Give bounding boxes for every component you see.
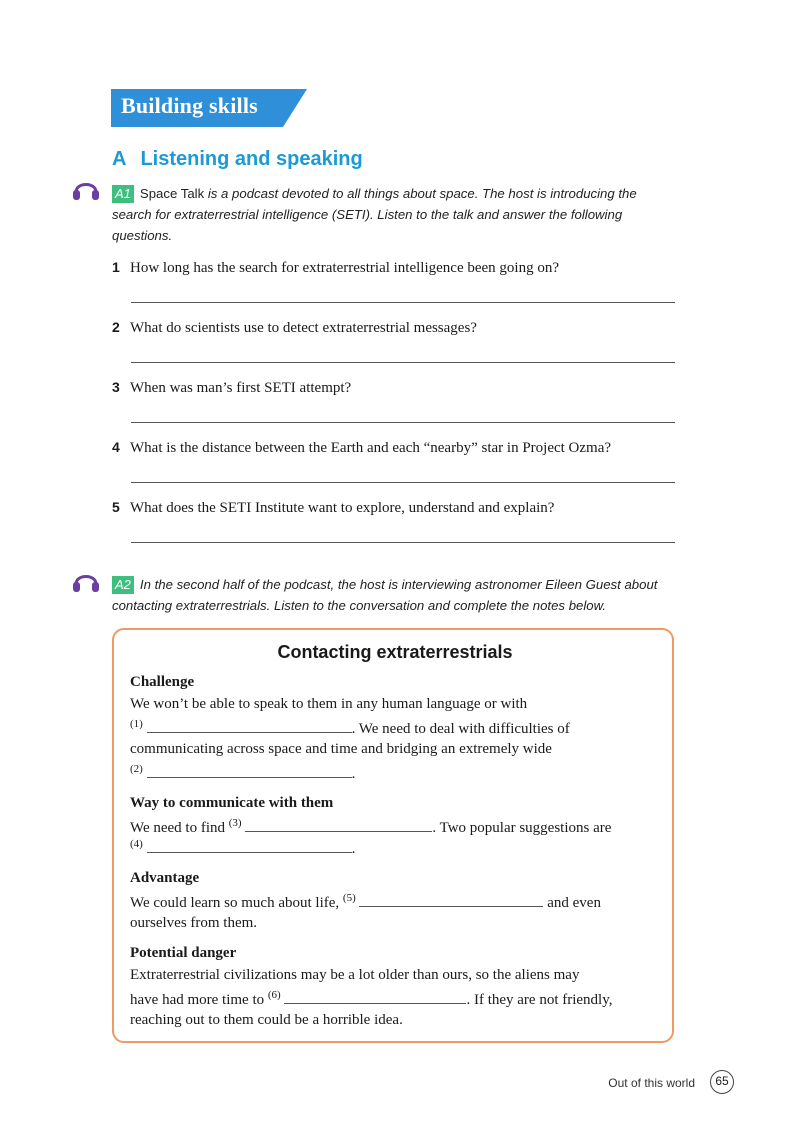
question-number: 1 (112, 259, 120, 275)
blank-label-3: (3) (228, 817, 242, 829)
danger-line2 (130, 989, 613, 1009)
challenge-heading: Challenge (130, 674, 195, 690)
challenge-line4 (130, 763, 355, 783)
blank-3[interactable] (245, 819, 432, 832)
question-4 (112, 439, 677, 457)
question-number: 4 (112, 439, 120, 455)
a1-track-tag: A1 (112, 185, 134, 203)
question-number: 5 (112, 499, 120, 515)
a1-instruction-line3: questions. (112, 228, 173, 243)
advantage-line1-after: and even (543, 895, 601, 911)
a1-instruction-line2: search for extraterrestrial intelligence (SETI). Listen to the talk and answer the following (112, 207, 623, 222)
way-line1-text: We need to find (130, 820, 229, 836)
a2-instruction-line1: In the second half of the podcast, the host is interviewing astronomer Eileen Guest about (139, 577, 658, 592)
a2-track-tag: A2 (112, 576, 134, 594)
question-1 (112, 259, 677, 277)
blank-label-5: (5) (342, 892, 356, 904)
section-title-text: Listening and speaking (140, 148, 363, 170)
blank-label-4: (4) (130, 838, 143, 850)
danger-line3: reaching out to them could be a horrible idea. (130, 1012, 403, 1028)
blank-6[interactable] (284, 991, 466, 1004)
challenge-line1: We won’t be able to speak to them in any human language or with (130, 696, 528, 712)
answer-line-3[interactable] (131, 422, 675, 423)
way-line2-text: . (351, 841, 356, 857)
way-heading: Way to communicate with them (130, 795, 334, 811)
chapter-title: Out of this world (608, 1076, 695, 1090)
a1-instruction-line1: is a podcast devoted to all things about space. The host is introducing the (204, 186, 637, 201)
question-number: 2 (112, 319, 120, 335)
question-text: What does the SETI Institute want to explore, understand and explain? (130, 500, 555, 516)
blank-4[interactable] (147, 840, 352, 853)
question-text: When was man’s first SETI attempt? (130, 380, 352, 396)
question-5 (112, 499, 677, 517)
question-text: How long has the search for extraterrestrial intelligence been going on? (130, 260, 560, 276)
challenge-line2-text: . We need to deal with difficulties of (351, 721, 570, 737)
challenge-line2 (130, 718, 570, 738)
answer-line-5[interactable] (131, 542, 675, 543)
headphones-icon[interactable] (72, 176, 100, 202)
notes-title: Contacting extraterrestrials (277, 642, 513, 662)
danger-line1: Extraterrestrial civilizations may be a lot older than ours, so the aliens may (130, 967, 580, 983)
blank-label-2: (2) (130, 763, 143, 775)
danger-line2-after: . If they are not friendly, (466, 992, 613, 1008)
banner-title: Building skills (121, 93, 258, 118)
section-letter: A (112, 148, 127, 170)
advantage-heading: Advantage (130, 870, 200, 886)
danger-line2-text: have had more time to (130, 992, 268, 1008)
question-3 (112, 379, 677, 397)
advantage-line1 (130, 892, 601, 912)
blank-label-6: (6) (267, 989, 281, 1001)
a1-instructions (112, 183, 672, 246)
answer-line-4[interactable] (131, 482, 675, 483)
a2-instructions (112, 574, 682, 616)
a2-instruction-line2: contacting extraterrestrials. Listen to the conversation and complete the notes below. (112, 598, 607, 613)
section-heading (112, 148, 363, 171)
question-2 (112, 319, 677, 337)
way-line2 (130, 838, 355, 858)
danger-heading: Potential danger (130, 945, 237, 961)
blank-label-1: (1) (130, 718, 143, 730)
challenge-line3: communicating across space and time and bridging an extremely wide (130, 741, 552, 757)
question-text: What do scientists use to detect extraterrestrial messages? (130, 320, 477, 336)
answer-line-2[interactable] (131, 362, 675, 363)
page-number: 65 (710, 1070, 734, 1094)
advantage-line2: ourselves from them. (130, 915, 258, 931)
section-banner (111, 89, 307, 127)
advantage-line1-text: We could learn so much about life, (130, 895, 343, 911)
question-number: 3 (112, 379, 120, 395)
headphones-icon[interactable] (72, 568, 100, 594)
way-line1 (130, 817, 611, 837)
challenge-line4-text: . (351, 766, 356, 782)
question-text: What is the distance between the Earth and each “nearby” star in Project Ozma? (130, 440, 612, 456)
answer-line-1[interactable] (131, 302, 675, 303)
blank-1[interactable] (147, 720, 352, 733)
blank-2[interactable] (147, 765, 352, 778)
podcast-name: Space Talk (139, 186, 205, 201)
blank-5[interactable] (359, 894, 543, 907)
way-line1-after: . Two popular suggestions are (432, 820, 612, 836)
